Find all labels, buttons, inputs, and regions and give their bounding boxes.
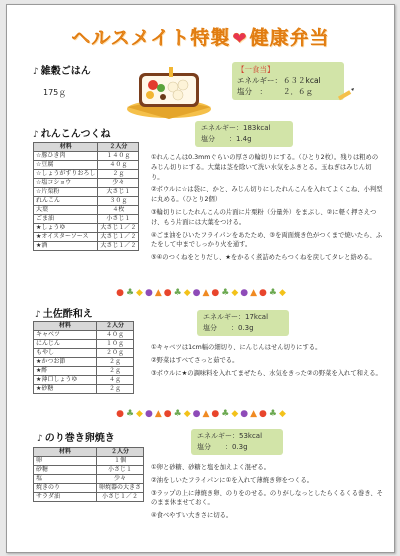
shira-title: ♪ 土佐酢和え	[35, 309, 93, 320]
step: ①卵と砂糖、砂糖と塩を加えよく混ぜる。	[151, 464, 270, 471]
ingredient-amount: ２ｇ	[97, 358, 134, 367]
nori-ingredients-table	[33, 447, 144, 502]
shira-salt: 塩分 ：0.3g	[203, 324, 254, 332]
table-row	[34, 224, 139, 233]
renkon-steps	[151, 153, 383, 266]
table-row	[34, 188, 139, 197]
table-header: ２人分	[97, 322, 134, 331]
ingredient-name: 焼きのり	[34, 484, 97, 493]
ingredient-amount: ４枚	[98, 206, 139, 215]
ingredient-name: ☆しょうがすりおろし	[34, 170, 98, 179]
ingredient-name: ★酒	[34, 242, 98, 251]
table-body	[34, 152, 139, 251]
ingredient-amount: ３０ｇ	[98, 197, 139, 206]
table-row	[34, 161, 139, 170]
ingredient-amount: 大さじ１／２	[98, 242, 139, 251]
heart-icon: ❤	[232, 29, 248, 49]
ingredient-name: ★薄口しょうゆ	[34, 376, 97, 385]
bullet-icon: ♪	[33, 130, 39, 140]
pencil-icon	[337, 87, 355, 101]
nori-salt: 塩分 ：0.3g	[197, 443, 248, 451]
ingredient-amount: ２ｇ	[98, 170, 139, 179]
renkon-energy: エネルギー：183kcal	[201, 124, 271, 132]
table-body	[34, 331, 134, 394]
ingredient-name: もやし	[34, 349, 97, 358]
table-body	[34, 457, 144, 502]
ingredient-amount: ４０ｇ	[98, 161, 139, 170]
step: ④食べやすい大きさに切る。	[151, 512, 233, 520]
bullet-icon: ♪	[33, 67, 39, 77]
ingredient-name: ★砂糖	[34, 385, 97, 394]
table-row	[34, 242, 139, 251]
table-row	[34, 170, 139, 179]
table-row	[34, 367, 134, 376]
table-row	[34, 215, 139, 224]
ingredient-amount: 小さじ１	[98, 215, 139, 224]
ingredient-name: ★かつお節	[34, 358, 97, 367]
ingredient-name: ☆豆腐	[34, 161, 98, 170]
table-row	[34, 197, 139, 206]
table-header: 材料	[34, 448, 97, 457]
shira-steps	[151, 343, 383, 381]
recipe-page	[6, 4, 395, 553]
rice-title: ♪ 雑穀ごはん	[33, 66, 91, 77]
table-row	[34, 206, 139, 215]
shira-ingredients-table	[33, 321, 134, 394]
rice-amount: 175ｇ	[43, 88, 67, 97]
ingredient-name: ★酢	[34, 367, 97, 376]
table-row	[34, 233, 139, 242]
step: ③ラップの上に薄焼き卵、のりをのせる。のりがしなっとしたらくるくる巻き、そのまま休ませておく。	[151, 489, 383, 507]
table-row	[34, 493, 144, 502]
ingredient-amount: １個	[97, 457, 144, 466]
ingredient-name: キャベツ	[34, 331, 97, 340]
ingredient-amount: １４０ｇ	[98, 152, 139, 161]
table-header: 材料	[34, 322, 97, 331]
table-row	[34, 152, 139, 161]
step: ①れんこんは0.3mmぐらいの厚さの輪切りにする。（ひとり2枚）。残りは粗めのみじん切りにする。大葉は茎を除いて洗い水気をふきとる。玉ねぎはみじん切り。	[151, 154, 379, 181]
step: ③輪切りにしたれんこんの片面に片栗粉（分量外）をまぶし、②に軽く押さえつけ、もう片面には大葉をつける。	[151, 208, 377, 226]
table-row	[34, 484, 144, 493]
ingredient-amount: ２ｇ	[97, 367, 134, 376]
ingredient-amount: 卵焼器の大きさ	[97, 484, 144, 493]
step: ④ごま油をひいたフライパンをあたため、③を両面焼き色がつくまで焼いたら、ふたをして中までしっかり火を通す。	[151, 231, 383, 249]
table-row	[34, 331, 134, 340]
ingredient-name: ★しょうゆ	[34, 224, 98, 233]
shira-energy: エネルギー：17kcal	[203, 313, 269, 321]
ingredient-name: にんじん	[34, 340, 97, 349]
step: ⑤④のつくねをとりだし、★をかるく煮詰めたらつくねを戻してタレと絡める。	[151, 254, 376, 262]
ingredient-name: ☆塩コショウ	[34, 179, 98, 188]
bullet-icon: ♪	[37, 434, 43, 444]
meal-summary	[232, 62, 344, 100]
ingredient-amount: ２ｇ	[97, 385, 134, 394]
renkon-title: ♪ れんこんつくね	[33, 129, 111, 140]
vegetable-divider-icon: ●♣◆●▲●♣◆●▲●♣◆●▲●♣◆	[116, 409, 288, 419]
table-row	[34, 340, 134, 349]
page-title	[7, 23, 394, 50]
table-row	[34, 385, 134, 394]
nori-steps	[151, 463, 383, 524]
ingredient-amount: 大さじ１	[98, 188, 139, 197]
ingredient-amount: １０ｇ	[97, 340, 134, 349]
step: ②野菜はすべてさっと茹でる。	[151, 356, 239, 364]
ingredient-amount: ４０ｇ	[97, 331, 134, 340]
table-row	[34, 358, 134, 367]
ingredient-amount: 大さじ１／２	[98, 224, 139, 233]
vegetable-divider-icon: ●♣◆●▲●♣◆●▲●♣◆●▲●♣◆	[116, 288, 288, 298]
ingredient-amount: 少々	[98, 179, 139, 188]
nori-energy: エネルギー：53kcal	[197, 432, 263, 440]
table-row	[34, 349, 134, 358]
table-header: 材料	[34, 143, 98, 152]
nori-nutrition	[191, 429, 283, 455]
ingredient-amount: 小さじ１／２	[97, 493, 144, 502]
ingredient-name: ★オイスターソース	[34, 233, 98, 242]
ingredient-name: ごま油	[34, 215, 98, 224]
table-row	[34, 376, 134, 385]
summary-salt-label: 塩分 ：	[237, 87, 267, 96]
table-header: ２人分	[98, 143, 139, 152]
ingredient-name: 大葉	[34, 206, 98, 215]
renkon-nutrition	[195, 121, 293, 147]
bullet-icon: ♪	[35, 310, 41, 320]
ingredient-name: サラダ油	[34, 493, 97, 502]
table-row	[34, 466, 144, 475]
step: ③ボウルに★の調味料を入れてまぜたら、水気をきった②の野菜を入れて和える。	[151, 369, 382, 377]
renkon-salt: 塩分 ：1.4g	[201, 135, 252, 143]
ingredient-amount: ４ｇ	[97, 376, 134, 385]
bento-box-icon	[125, 63, 213, 119]
ingredient-amount: 少々	[97, 475, 144, 484]
summary-energy-label: エネルギー：	[237, 76, 282, 85]
step: ②油をしいたフライパンに①を入れて薄焼き卵をつくる。	[151, 476, 314, 484]
table-row	[34, 475, 144, 484]
ingredient-amount: ２０ｇ	[97, 349, 134, 358]
ingredient-amount: 小さじ１	[97, 466, 144, 475]
table-header: ２人分	[97, 448, 144, 457]
nori-title: ♪ のり巻き卵焼き	[37, 433, 115, 444]
step: ②ボウルに☆は袋に、かと、みじん切りにしたれんこんを入れてよくこね、小判型に丸める。（ひとり2個）	[151, 186, 383, 204]
ingredient-name: 砂糖	[34, 466, 97, 475]
table-row	[34, 457, 144, 466]
ingredient-name: ☆豚ひき肉	[34, 152, 98, 161]
ingredient-name: れんこん	[34, 197, 98, 206]
ingredient-name: 塩	[34, 475, 97, 484]
summary-salt-value: ２．６ｇ	[283, 87, 313, 96]
summary-heading: 【一食当】	[237, 65, 275, 74]
title-left: ヘルスメイト特製	[71, 27, 231, 49]
ingredient-amount: 大さじ１／２	[98, 233, 139, 242]
title-right: 健康弁当	[249, 27, 330, 49]
step: ①キャベツは1cm幅の細切り、にんじんはせん切りにする。	[151, 344, 322, 351]
ingredient-name: 卵	[34, 457, 97, 466]
table-row	[34, 179, 139, 188]
shira-nutrition	[197, 310, 289, 336]
renkon-ingredients-table	[33, 142, 139, 251]
summary-energy-value: ６３２kcal	[283, 76, 321, 85]
ingredient-name: ☆片栗粉	[34, 188, 98, 197]
